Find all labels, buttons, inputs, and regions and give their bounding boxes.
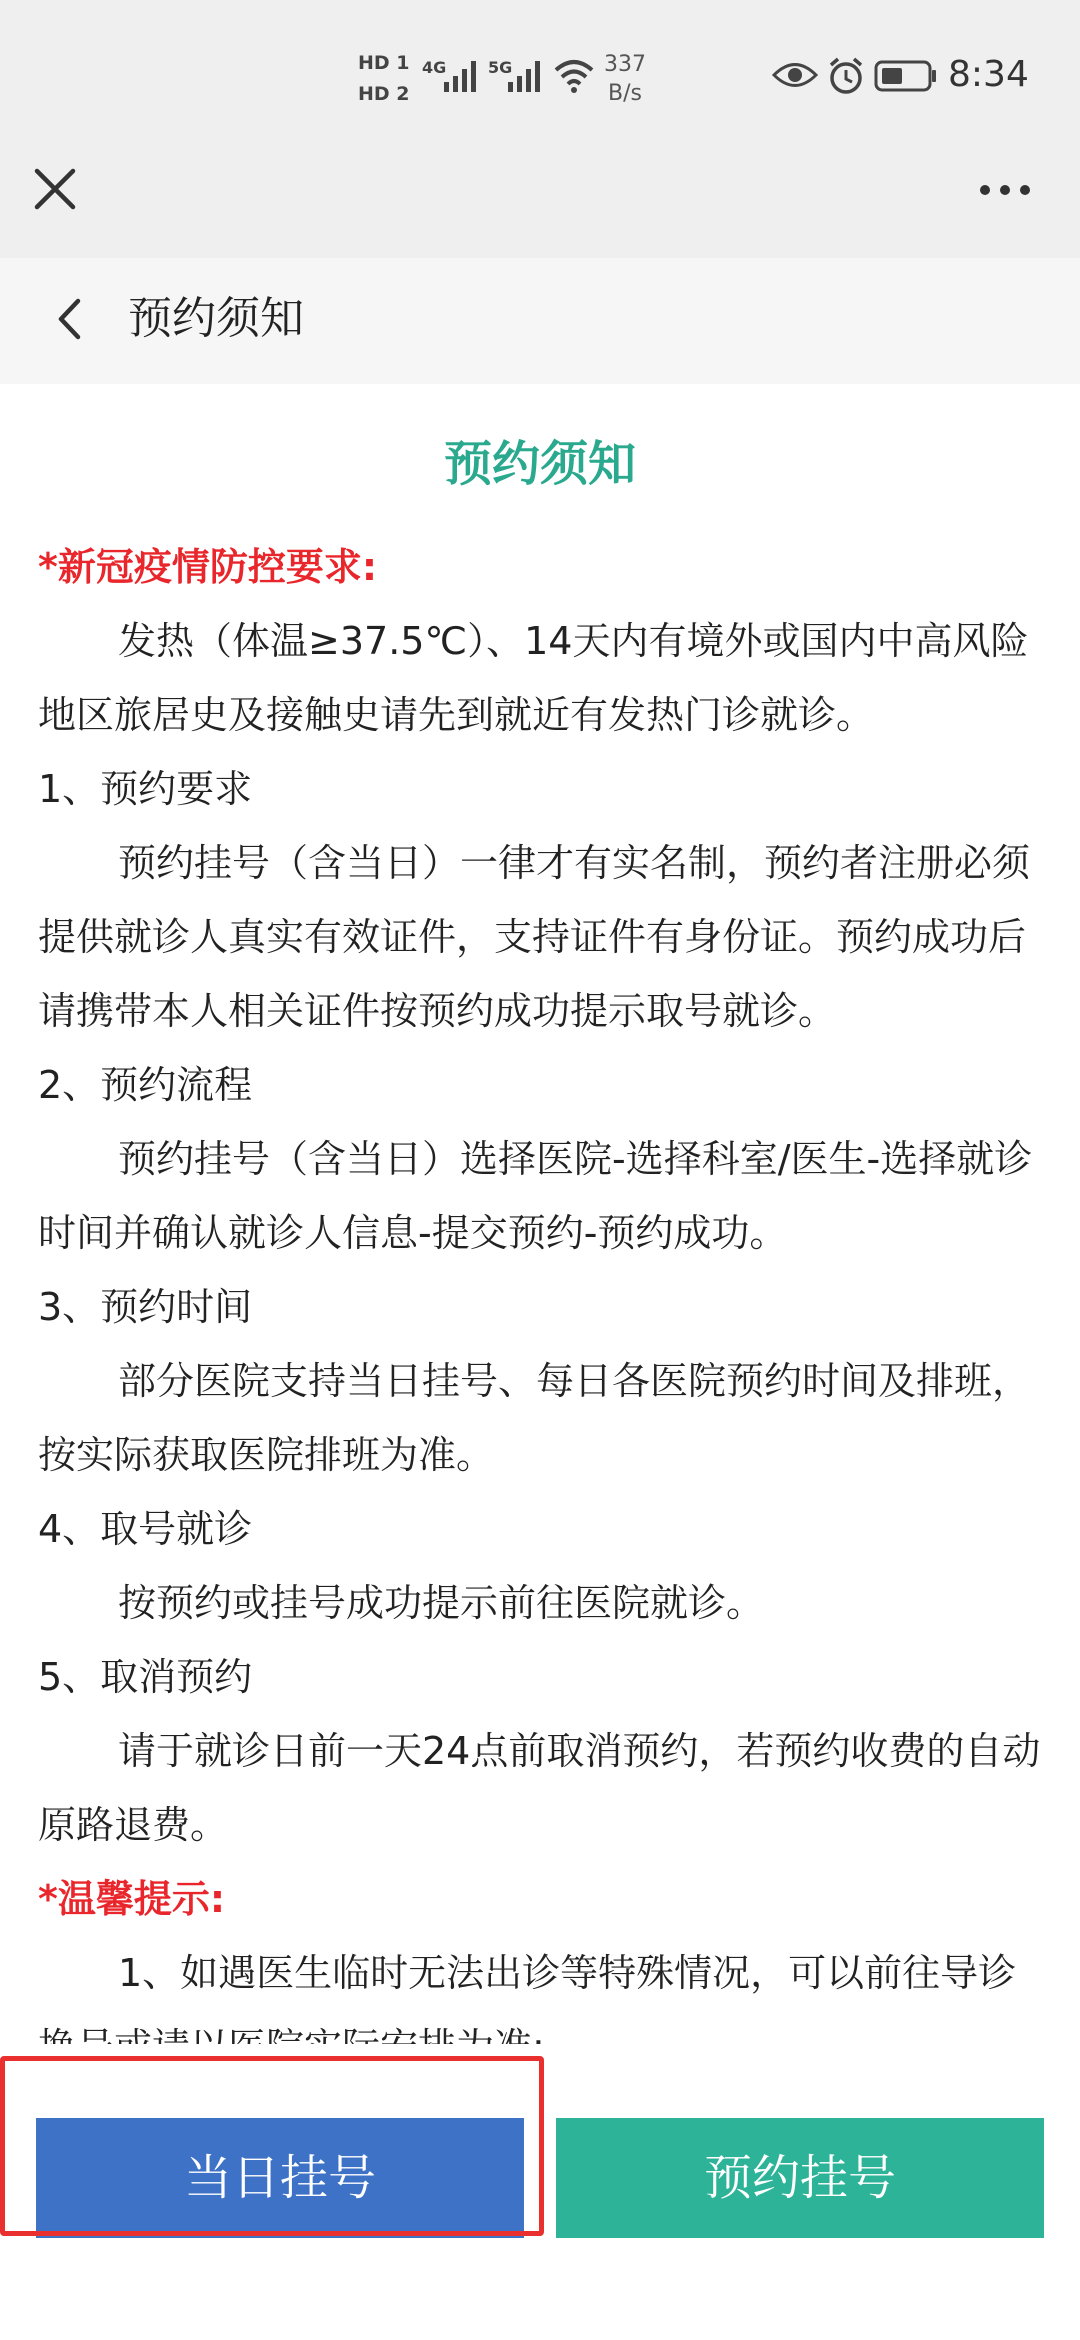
hd2-label: HD 2	[358, 83, 410, 105]
section-text: 请于就诊日前一天24点前取消预约，若预约收费的自动原路退费。	[38, 1729, 1041, 1847]
section-heading: 1、预约要求	[38, 767, 253, 811]
back-arrow-icon[interactable]	[52, 296, 86, 342]
section-text: 按预约或挂号成功提示前往医院就诊。	[118, 1581, 765, 1625]
tips-heading: *温馨提示:	[38, 1877, 226, 1921]
covid-heading: *新冠疫情防控要求:	[38, 545, 378, 589]
speed-value: 337	[604, 52, 646, 77]
tips-text: 1、如遇医生临时无法出诊等特殊情况，可以前往导诊	[118, 1951, 1017, 1995]
notice-title: 预约须知	[443, 436, 636, 492]
hd-badges	[358, 48, 416, 114]
signal-icon	[442, 58, 482, 94]
close-icon[interactable]	[32, 166, 78, 212]
browser-bar	[0, 150, 1080, 260]
section-text: 预约挂号（含当日）一律才有实名制，预约者注册必须提供就诊人真实有效证件，支持证件有身份证。预约成功后请携带本人相关证件按预约成功提示取号就诊。	[38, 841, 1031, 1033]
covid-text: 发热（体温≥37.5℃）、14天内有境外或国内中高风险地区旅居史及接触史请先到就近有发热门诊就诊。	[38, 619, 1029, 737]
hd1-label: HD 1	[358, 52, 410, 74]
net1-label: 4G	[422, 58, 447, 77]
notice-body	[38, 530, 1048, 2084]
section-text: 预约挂号（含当日）选择医院-选择科室/医生-选择就诊时间并确认就诊人信息-提交预约-预约成功。	[38, 1137, 1033, 1255]
same-day-register-button[interactable]: 当日挂号	[36, 2118, 524, 2238]
wifi-icon	[552, 56, 596, 94]
section-heading: 5、取消预约	[38, 1655, 253, 1699]
section-text: 部分医院支持当日挂号、每日各医院预约时间及排班，按实际获取医院排班为准。	[38, 1359, 1031, 1477]
section-heading: 4、取号就诊	[38, 1507, 253, 1551]
network-speed	[604, 50, 646, 108]
more-icon[interactable]	[978, 183, 1032, 197]
appointment-register-button[interactable]: 预约挂号	[556, 2118, 1044, 2238]
clock: 8:34	[948, 54, 1029, 95]
signal-icon	[506, 58, 546, 94]
section-heading: 2、预约流程	[38, 1063, 253, 1107]
battery-icon	[874, 60, 938, 92]
page-title: 预约须知	[128, 293, 304, 344]
eye-icon	[772, 60, 818, 90]
notice-content	[0, 384, 1080, 2044]
alarm-icon	[826, 56, 866, 96]
status-bar	[0, 0, 1080, 150]
speed-unit: B/s	[608, 81, 642, 106]
section-heading: 3、预约时间	[38, 1285, 253, 1329]
net2-label: 5G	[488, 58, 513, 77]
